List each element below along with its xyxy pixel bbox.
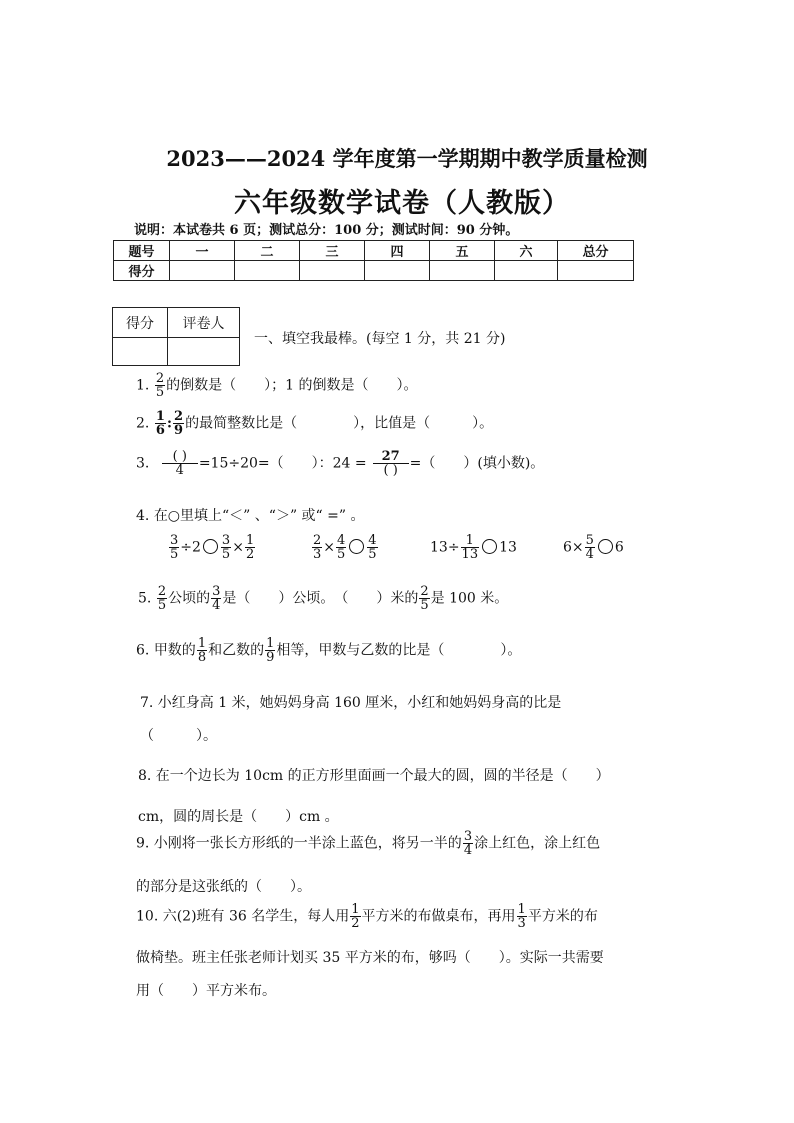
score-cell: 五 xyxy=(430,241,495,261)
question-number: 3. xyxy=(136,455,150,472)
question-number: 2. xyxy=(136,415,150,432)
score-cell: 四 xyxy=(365,241,430,261)
question-number: 4. xyxy=(136,508,150,524)
question-text: 在○里填上“＜” 、“＞” 或“ =” 。 xyxy=(153,508,365,524)
score-input-cell[interactable] xyxy=(495,261,558,281)
operator: 13÷ xyxy=(430,539,460,556)
fraction: $\frac{1}{8}$ xyxy=(197,636,207,665)
score-input-cell[interactable] xyxy=(235,261,300,281)
score-cell: 二 xyxy=(235,241,300,261)
question-text: 的最简整数比是（ ），比值是（ ）。 xyxy=(185,415,494,432)
question-text: 平方米的布 xyxy=(527,908,598,925)
question-10-line-2: 做椅垫。班主任张老师计划买 35 平方米的布，够吗（ ）。实际一共需要 xyxy=(136,950,604,966)
section-1-title: 一、填空我最棒。(每空 1 分，共 21 分) xyxy=(254,331,506,347)
fraction: $\frac{3}{5}$ xyxy=(221,533,231,562)
question-text: 10. 六(2)班有 36 名学生，每人用 xyxy=(136,908,350,925)
score-input-cell[interactable] xyxy=(365,261,430,281)
question-8-line-1: 8. 在一个边长为 10cm 的正方形里面画一个最大的圆，圆的半径是（ ） xyxy=(138,768,610,784)
score-table-score-row xyxy=(114,261,634,281)
question-text: 是 100 米。 xyxy=(430,590,509,607)
operator: ÷2 xyxy=(180,539,201,556)
question-7-line-2: （ ）。 xyxy=(140,728,217,744)
score-row-label: 得分 xyxy=(114,261,170,281)
fraction: $\frac{2}{3}$ xyxy=(313,533,322,562)
score-cell: 题号 xyxy=(114,241,170,261)
compare-circle[interactable] xyxy=(482,539,497,554)
question-9-line-1 xyxy=(136,830,600,857)
grader-score-input[interactable] xyxy=(113,338,168,366)
compare-circle[interactable] xyxy=(598,539,613,554)
fraction: $\frac{2}{5}$ xyxy=(155,371,165,400)
question-text: 是（ ）公顷。 （ ）米的 xyxy=(222,590,419,607)
question-8-line-2: cm，圆的周长是（ ）cm 。 xyxy=(138,809,339,825)
question-6 xyxy=(136,637,521,664)
compare-expression-2 xyxy=(311,534,379,561)
grader-name-label: 评卷人 xyxy=(168,308,240,338)
fraction: $\frac{3}{4}$ xyxy=(212,584,221,613)
operand: 6 xyxy=(614,539,624,556)
fraction: $\frac{3}{4}$ xyxy=(463,829,473,858)
operand: 13 xyxy=(499,539,517,556)
grader-score-label: 得分 xyxy=(113,308,168,338)
question-10-line-1 xyxy=(136,903,598,930)
fraction: $\frac{1}{6}$ xyxy=(155,409,165,438)
fraction: $\frac{1}{2}$ xyxy=(245,533,255,562)
question-text: 甲数的 xyxy=(153,642,196,659)
question-number: 5. xyxy=(138,590,152,607)
fraction: $\frac{5}{4}$ xyxy=(585,533,594,562)
question-text: =（ ）(填小数)。 xyxy=(409,455,545,472)
fraction: $\frac{2}{5}$ xyxy=(420,584,429,613)
score-input-cell[interactable] xyxy=(558,261,634,281)
score-table-header-row xyxy=(114,241,634,261)
compare-expression-1 xyxy=(168,534,256,561)
question-3 xyxy=(136,450,544,477)
question-text: 相等，甲数与乙数的比是（ ）。 xyxy=(276,642,522,659)
fraction: $\frac{1}{9}$ xyxy=(266,636,275,665)
question-text: 涂上红色，涂上红色 xyxy=(474,835,601,852)
question-5 xyxy=(138,585,508,612)
exam-title: 2023——2024 学年度第一学期期中教学质量检测 xyxy=(166,146,648,171)
fraction: $\frac{2}{5}$ xyxy=(157,584,167,613)
question-9-line-2: 的部分是这张纸的（ ）。 xyxy=(136,879,311,895)
question-4 xyxy=(136,505,365,525)
score-cell: 一 xyxy=(170,241,235,261)
compare-expression-4 xyxy=(563,534,624,561)
question-10-line-3: 用（ ）平方米布。 xyxy=(136,983,276,999)
score-table xyxy=(113,240,634,281)
operator: × xyxy=(232,539,244,556)
question-text: 和乙数的 xyxy=(208,642,265,659)
grader-box xyxy=(112,307,240,366)
ratio-colon: : xyxy=(166,415,173,432)
fraction: $\frac{3}{5}$ xyxy=(170,533,179,562)
score-input-cell[interactable] xyxy=(300,261,365,281)
operator: 6× xyxy=(563,539,584,556)
compare-circle[interactable] xyxy=(349,539,364,554)
score-cell: 六 xyxy=(495,241,558,261)
question-number: 1. xyxy=(136,377,150,394)
question-number: 6. xyxy=(136,642,150,659)
question-text: 9. 小刚将一张长方形纸的一半涂上蓝色，将另一半的 xyxy=(136,835,462,852)
question-1 xyxy=(136,372,417,399)
exam-instructions: 说明：本试卷共 6 页；测试总分：100 分；测试时间：90 分钟。 xyxy=(134,223,519,238)
score-cell: 三 xyxy=(300,241,365,261)
compare-circle[interactable] xyxy=(203,539,218,554)
fraction: $\frac{1}{3}$ xyxy=(517,902,526,931)
fraction: $\frac{2}{9}$ xyxy=(174,409,184,438)
fraction: $\frac{27}{( )}$ xyxy=(373,450,409,477)
score-input-cell[interactable] xyxy=(170,261,235,281)
grader-name-input[interactable] xyxy=(168,338,240,366)
exam-subtitle: 六年级数学试卷（人教版） xyxy=(234,188,570,219)
compare-expression-3 xyxy=(430,534,517,561)
operator: × xyxy=(323,539,336,556)
question-text: 平方米的布做桌布，再用 xyxy=(361,908,516,925)
score-input-cell[interactable] xyxy=(430,261,495,281)
question-text: 公顷的 xyxy=(168,590,211,607)
fraction: $\frac{4}{5}$ xyxy=(368,533,377,562)
question-text: 的倒数是（ ）；1 的倒数是（ ）。 xyxy=(166,377,418,394)
fraction: $\frac{( )}{4}$ xyxy=(162,450,198,477)
question-7-line-1: 7. 小红身高 1 米，她妈妈身高 160 厘米，小红和她妈妈身高的比是 xyxy=(140,695,562,711)
fraction: $\frac{4}{5}$ xyxy=(337,533,346,562)
question-2 xyxy=(136,410,493,437)
fraction: $\frac{1}{13}$ xyxy=(461,533,479,562)
score-cell: 总分 xyxy=(558,241,634,261)
question-text: =15÷20=（ ）：24 = xyxy=(198,455,367,472)
fraction: $\frac{1}{2}$ xyxy=(351,902,360,931)
